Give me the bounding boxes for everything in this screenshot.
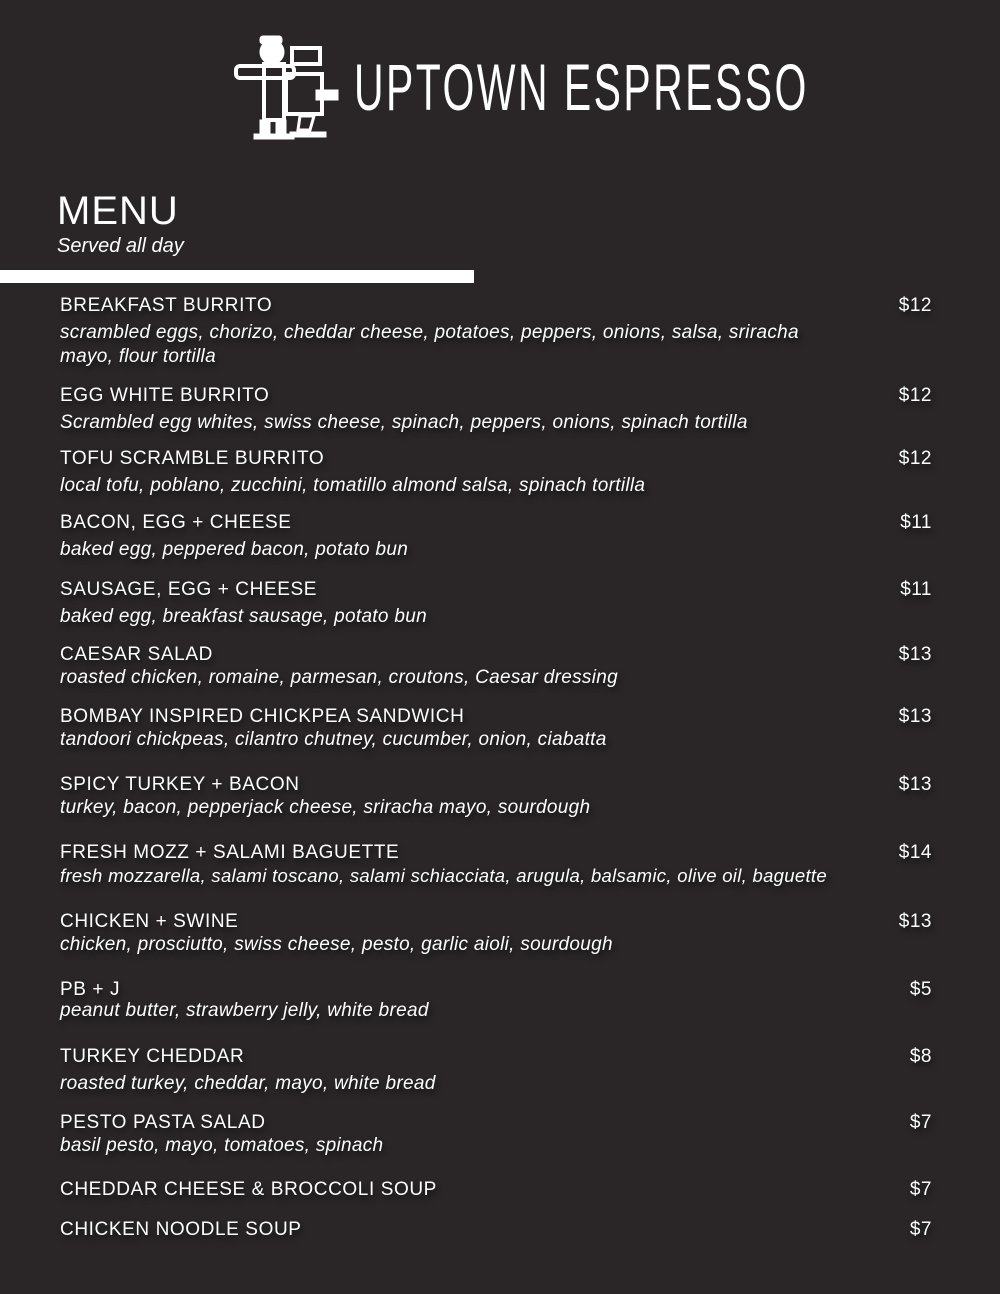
menu-item-breakfast-burrito <box>60 295 932 369</box>
item-name: CHEDDAR CHEESE & BROCCOLI SOUP <box>60 1179 437 1200</box>
item-price: $12 <box>898 295 932 316</box>
menu-item-egg-white-burrito <box>60 385 932 435</box>
item-description: roasted turkey, cheddar, mayo, white bread <box>60 1073 436 1094</box>
menu-item-turkey-cheddar <box>60 1046 932 1096</box>
item-price: $7 <box>909 1219 932 1240</box>
item-description: scrambled eggs, chorizo, cheddar cheese, potatoes, peppers, onions, salsa, sriracha mayo, flour tortilla <box>60 322 799 367</box>
item-price: $8 <box>909 1046 932 1067</box>
menu-heading: MENU <box>57 189 179 233</box>
heading-divider <box>0 270 474 283</box>
menu-item-caesar-salad <box>60 644 932 690</box>
item-price: $13 <box>898 644 932 665</box>
item-name: PB + J <box>60 979 121 1000</box>
brand-header <box>234 34 809 144</box>
item-description: Scrambled egg whites, swiss cheese, spinach, peppers, onions, spinach tortilla <box>60 412 748 433</box>
item-description: basil pesto, mayo, tomatoes, spinach <box>60 1135 384 1156</box>
item-name: CAESAR SALAD <box>60 644 213 665</box>
item-name: EGG WHITE BURRITO <box>60 385 270 406</box>
item-price: $11 <box>900 512 932 533</box>
brand-name: UPTOWN ESPRESSO <box>354 50 809 124</box>
item-description: chicken, prosciutto, swiss cheese, pesto, garlic aioli, sourdough <box>60 934 613 955</box>
item-name: PESTO PASTA SALAD <box>60 1112 266 1133</box>
item-description: tandoori chickpeas, cilantro chutney, cucumber, onion, ciabatta <box>60 729 607 750</box>
item-description: baked egg, peppered bacon, potato bun <box>60 539 409 560</box>
item-name: BOMBAY INSPIRED CHICKPEA SANDWICH <box>60 706 465 727</box>
menu-item-pesto-pasta-salad <box>60 1112 932 1158</box>
menu-item-bombay-chickpea-sandwich <box>60 706 932 752</box>
item-name: CHICKEN + SWINE <box>60 911 239 932</box>
menu-item-bacon-egg-cheese <box>60 512 932 562</box>
item-name: BACON, EGG + CHEESE <box>60 512 292 533</box>
item-name: SAUSAGE, EGG + CHEESE <box>60 579 318 600</box>
item-description: roasted chicken, romaine, parmesan, croutons, Caesar dressing <box>60 667 618 688</box>
menu-subtitle: Served all day <box>57 235 184 257</box>
item-name: TURKEY CHEDDAR <box>60 1046 245 1067</box>
item-price: $14 <box>898 842 932 863</box>
menu-item-chicken-noodle-soup <box>60 1219 932 1241</box>
item-name: CHICKEN NOODLE SOUP <box>60 1219 302 1240</box>
item-description: turkey, bacon, pepperjack cheese, sriracha mayo, sourdough <box>60 797 591 818</box>
item-price: $13 <box>898 774 932 795</box>
item-name: BREAKFAST BURRITO <box>60 295 273 316</box>
item-price: $12 <box>898 448 932 469</box>
item-price: $12 <box>898 385 932 406</box>
menu-item-fresh-mozz-salami-baguette <box>60 842 932 888</box>
item-price: $11 <box>900 579 932 600</box>
item-description: fresh mozzarella, salami toscano, salami schiacciata, arugula, balsamic, olive oil, baguette <box>60 865 827 886</box>
menu-item-cheddar-broccoli-soup <box>60 1179 932 1201</box>
item-price: $13 <box>898 706 932 727</box>
item-price: $5 <box>909 979 932 1000</box>
menu-item-pb-j <box>60 979 932 1023</box>
item-price: $7 <box>909 1112 932 1133</box>
menu-item-spicy-turkey-bacon <box>60 774 932 820</box>
item-price: $13 <box>898 911 932 932</box>
item-description: local tofu, poblano, zucchini, tomatillo almond salsa, spinach tortilla <box>60 475 646 496</box>
item-name: TOFU SCRAMBLE BURRITO <box>60 448 325 469</box>
menu-item-sausage-egg-cheese <box>60 579 932 629</box>
item-name: FRESH MOZZ + SALAMI BAGUETTE <box>60 842 400 863</box>
barista-carrying-box-logo-icon <box>234 34 346 140</box>
item-description: peanut butter, strawberry jelly, white bread <box>60 1000 429 1021</box>
item-description: baked egg, breakfast sausage, potato bun <box>60 606 427 627</box>
menu-item-chicken-swine <box>60 911 932 957</box>
item-name: SPICY TURKEY + BACON <box>60 774 300 795</box>
item-price: $7 <box>909 1179 932 1200</box>
menu-item-tofu-scramble-burrito <box>60 448 932 498</box>
